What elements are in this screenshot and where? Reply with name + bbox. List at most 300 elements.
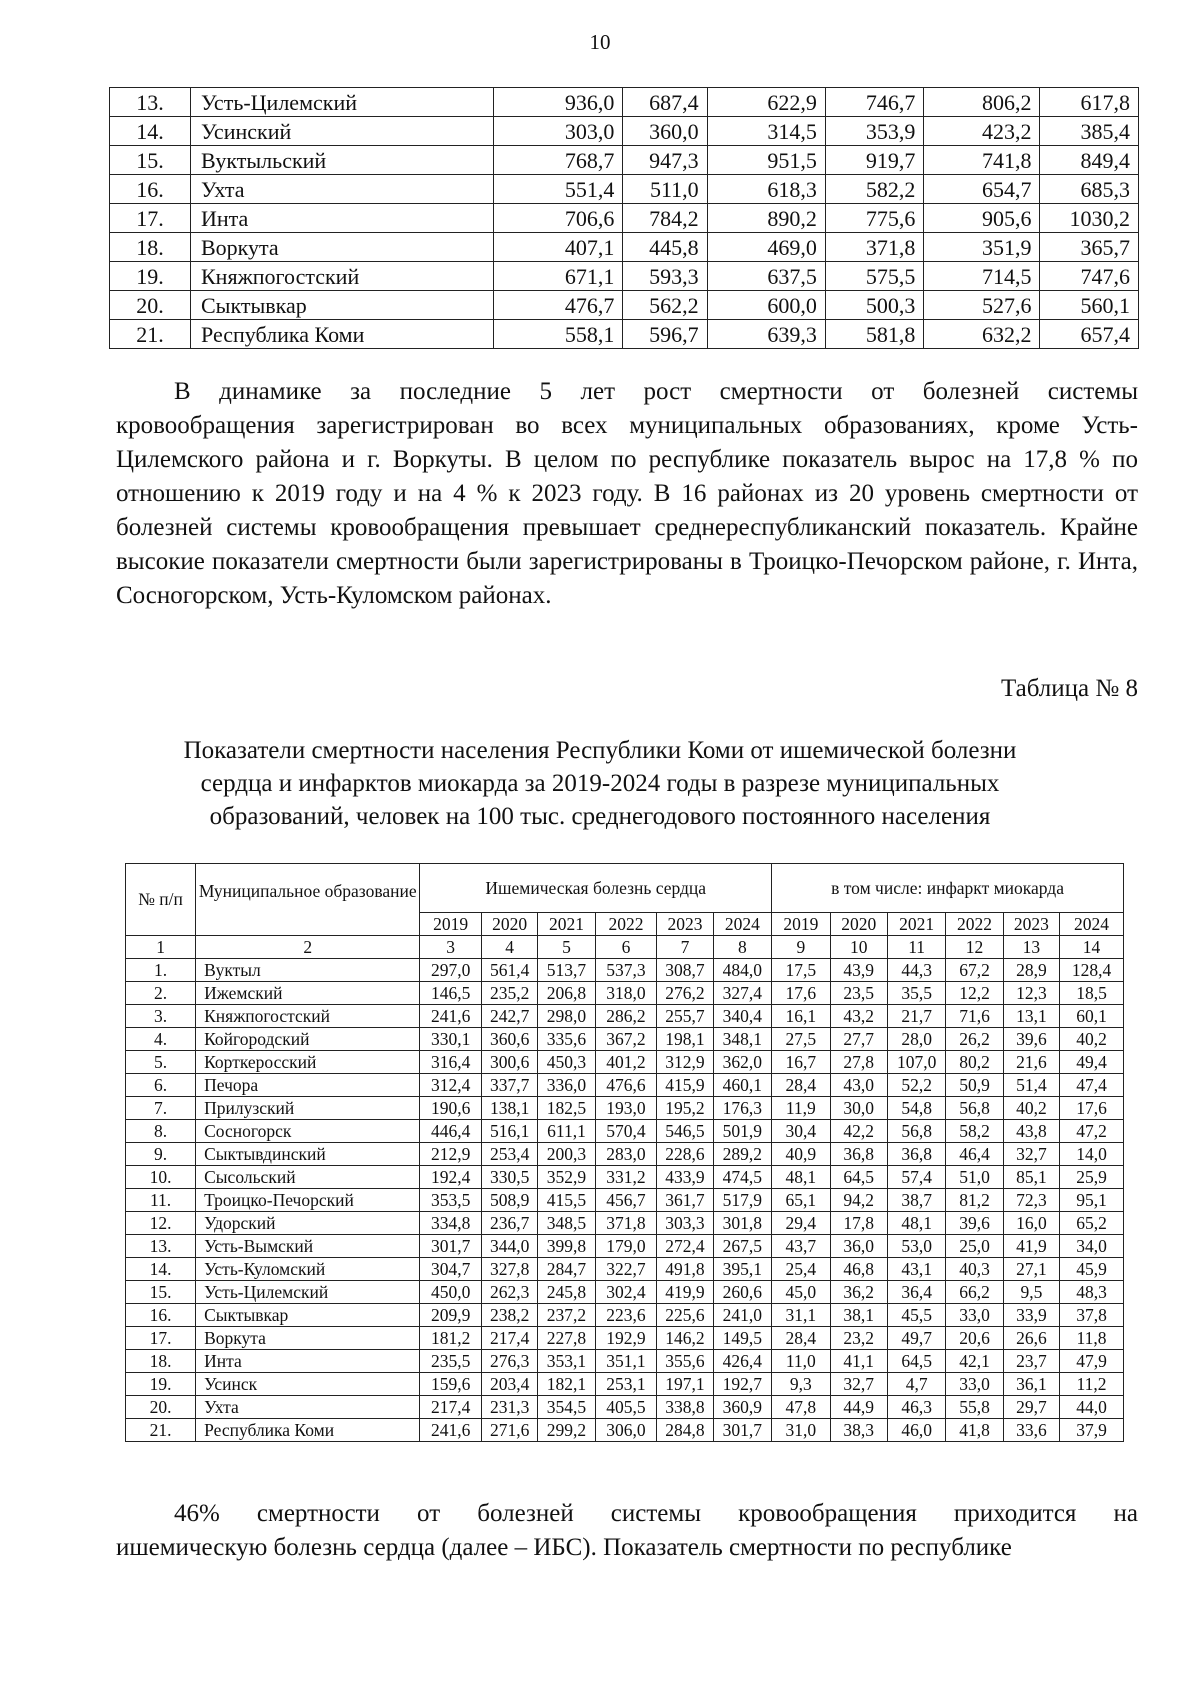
value-cell: 905,6 xyxy=(924,204,1040,233)
value-cell: 306,0 xyxy=(595,1419,657,1442)
value-cell: 37,8 xyxy=(1060,1304,1124,1327)
table-row xyxy=(126,1235,1124,1258)
value-cell: 272,4 xyxy=(657,1235,713,1258)
municipality-name: Усинск xyxy=(196,1373,420,1396)
value-cell: 484,0 xyxy=(713,959,772,982)
value-cell: 450,3 xyxy=(538,1051,595,1074)
value-cell: 513,7 xyxy=(538,959,595,982)
value-cell: 276,3 xyxy=(481,1350,537,1373)
row-number: 15. xyxy=(126,1281,196,1304)
header-column-number: 3 xyxy=(420,936,482,959)
value-cell: 38,1 xyxy=(830,1304,887,1327)
value-cell: 217,4 xyxy=(420,1396,482,1419)
value-cell: 192,9 xyxy=(595,1327,657,1350)
value-cell: 81,2 xyxy=(946,1189,1003,1212)
value-cell: 657,4 xyxy=(1040,320,1139,349)
table-row xyxy=(126,1074,1124,1097)
value-cell: 685,3 xyxy=(1040,175,1139,204)
value-cell: 312,4 xyxy=(420,1074,482,1097)
value-cell: 23,7 xyxy=(1003,1350,1059,1373)
value-cell: 516,1 xyxy=(481,1120,537,1143)
value-cell: 415,9 xyxy=(657,1074,713,1097)
value-cell: 476,6 xyxy=(595,1074,657,1097)
value-cell: 195,2 xyxy=(657,1097,713,1120)
value-cell: 45,9 xyxy=(1060,1258,1124,1281)
value-cell: 283,0 xyxy=(595,1143,657,1166)
value-cell: 40,2 xyxy=(1060,1028,1124,1051)
value-cell: 951,5 xyxy=(707,146,825,175)
value-cell: 43,8 xyxy=(1003,1120,1059,1143)
value-cell: 25,4 xyxy=(772,1258,830,1281)
paragraph-ihd-share xyxy=(116,1497,1138,1565)
municipality-name: Троицко-Печорский xyxy=(196,1189,420,1212)
table-row xyxy=(110,117,1139,146)
value-cell: 360,6 xyxy=(481,1028,537,1051)
value-cell: 415,5 xyxy=(538,1189,595,1212)
value-cell: 23,2 xyxy=(830,1327,887,1350)
value-cell: 508,9 xyxy=(481,1189,537,1212)
value-cell: 36,8 xyxy=(830,1143,887,1166)
value-cell: 775,6 xyxy=(825,204,924,233)
value-cell: 348,1 xyxy=(713,1028,772,1051)
value-cell: 365,7 xyxy=(1040,233,1139,262)
paragraph-dynamics-first-line: В динамике за последние 5 лет рост смертности от болезней системы xyxy=(174,378,1138,405)
header-year: 2019 xyxy=(420,913,482,936)
value-cell: 50,9 xyxy=(946,1074,1003,1097)
value-cell: 48,1 xyxy=(887,1212,945,1235)
paragraph-dynamics xyxy=(116,375,1138,613)
value-cell: 57,4 xyxy=(887,1166,945,1189)
value-cell: 228,6 xyxy=(657,1143,713,1166)
value-cell: 192,4 xyxy=(420,1166,482,1189)
value-cell: 47,9 xyxy=(1060,1350,1124,1373)
value-cell: 223,6 xyxy=(595,1304,657,1327)
value-cell: 64,5 xyxy=(887,1350,945,1373)
value-cell: 45,5 xyxy=(887,1304,945,1327)
value-cell: 936,0 xyxy=(494,88,623,117)
value-cell: 806,2 xyxy=(924,88,1040,117)
value-cell: 340,4 xyxy=(713,1005,772,1028)
row-number: 15. xyxy=(110,146,191,175)
value-cell: 203,4 xyxy=(481,1373,537,1396)
value-cell: 303,0 xyxy=(494,117,623,146)
value-cell: 72,3 xyxy=(1003,1189,1059,1212)
value-cell: 308,7 xyxy=(657,959,713,982)
value-cell: 47,8 xyxy=(772,1396,830,1419)
value-cell: 284,7 xyxy=(538,1258,595,1281)
value-cell: 217,4 xyxy=(481,1327,537,1350)
value-cell: 29,4 xyxy=(772,1212,830,1235)
value-cell: 85,1 xyxy=(1003,1166,1059,1189)
municipality-name: Прилузский xyxy=(196,1097,420,1120)
header-municipality: Муниципальное образование xyxy=(196,864,420,936)
value-cell: 351,1 xyxy=(595,1350,657,1373)
value-cell: 235,2 xyxy=(481,982,537,1005)
value-cell: 46,0 xyxy=(887,1419,945,1442)
value-cell: 17,6 xyxy=(772,982,830,1005)
value-cell: 947,3 xyxy=(623,146,707,175)
value-cell: 562,2 xyxy=(623,291,707,320)
value-cell: 741,8 xyxy=(924,146,1040,175)
table-row xyxy=(110,233,1139,262)
table-row xyxy=(126,1005,1124,1028)
header-year: 2023 xyxy=(1003,913,1059,936)
value-cell: 190,6 xyxy=(420,1097,482,1120)
value-cell: 714,5 xyxy=(924,262,1040,291)
table-caption-line: образований, человек на 100 тыс. среднегодового постоянного населения xyxy=(209,803,991,830)
value-cell: 53,0 xyxy=(887,1235,945,1258)
value-cell: 27,8 xyxy=(830,1051,887,1074)
value-cell: 581,8 xyxy=(825,320,924,349)
row-number: 11. xyxy=(126,1189,196,1212)
value-cell: 49,7 xyxy=(887,1327,945,1350)
value-cell: 32,7 xyxy=(830,1373,887,1396)
value-cell: 637,5 xyxy=(707,262,825,291)
value-cell: 302,4 xyxy=(595,1281,657,1304)
value-cell: 241,0 xyxy=(713,1304,772,1327)
value-cell: 26,2 xyxy=(946,1028,1003,1051)
value-cell: 38,7 xyxy=(887,1189,945,1212)
value-cell: 58,2 xyxy=(946,1120,1003,1143)
value-cell: 80,2 xyxy=(946,1051,1003,1074)
value-cell: 227,8 xyxy=(538,1327,595,1350)
row-number: 4. xyxy=(126,1028,196,1051)
table-caption-line: Показатели смертности населения Республики Коми от ишемической болезни xyxy=(183,737,1017,764)
value-cell: 348,5 xyxy=(538,1212,595,1235)
value-cell: 335,6 xyxy=(538,1028,595,1051)
table-row xyxy=(110,146,1139,175)
value-cell: 31,0 xyxy=(772,1419,830,1442)
value-cell: 31,1 xyxy=(772,1304,830,1327)
table-row xyxy=(126,1419,1124,1442)
value-cell: 316,4 xyxy=(420,1051,482,1074)
value-cell: 206,8 xyxy=(538,982,595,1005)
value-cell: 181,2 xyxy=(420,1327,482,1350)
value-cell: 570,4 xyxy=(595,1120,657,1143)
table-row xyxy=(126,1350,1124,1373)
table-row xyxy=(110,204,1139,233)
value-cell: 919,7 xyxy=(825,146,924,175)
value-cell: 38,3 xyxy=(830,1419,887,1442)
value-cell: 37,9 xyxy=(1060,1419,1124,1442)
row-number: 6. xyxy=(126,1074,196,1097)
value-cell: 67,2 xyxy=(946,959,1003,982)
municipality-name: Ухта xyxy=(196,1396,420,1419)
value-cell: 20,6 xyxy=(946,1327,1003,1350)
value-cell: 40,9 xyxy=(772,1143,830,1166)
value-cell: 687,4 xyxy=(623,88,707,117)
municipality-name: Усть-Цилемский xyxy=(191,88,494,117)
value-cell: 65,1 xyxy=(772,1189,830,1212)
value-cell: 593,3 xyxy=(623,262,707,291)
header-year: 2023 xyxy=(657,913,713,936)
value-cell: 11,9 xyxy=(772,1097,830,1120)
header-column-number: 10 xyxy=(830,936,887,959)
table-row xyxy=(126,982,1124,1005)
value-cell: 353,9 xyxy=(825,117,924,146)
value-cell: 314,5 xyxy=(707,117,825,146)
value-cell: 849,4 xyxy=(1040,146,1139,175)
value-cell: 225,6 xyxy=(657,1304,713,1327)
value-cell: 360,0 xyxy=(623,117,707,146)
value-cell: 95,1 xyxy=(1060,1189,1124,1212)
value-cell: 25,9 xyxy=(1060,1166,1124,1189)
row-number: 9. xyxy=(126,1143,196,1166)
value-cell: 36,4 xyxy=(887,1281,945,1304)
table-row xyxy=(110,175,1139,204)
value-cell: 41,9 xyxy=(1003,1235,1059,1258)
value-cell: 12,2 xyxy=(946,982,1003,1005)
municipality-name: Усть-Вымский xyxy=(196,1235,420,1258)
value-cell: 11,2 xyxy=(1060,1373,1124,1396)
municipality-name: Усть-Цилемский xyxy=(196,1281,420,1304)
value-cell: 289,2 xyxy=(713,1143,772,1166)
row-number: 17. xyxy=(126,1327,196,1350)
value-cell: 654,7 xyxy=(924,175,1040,204)
value-cell: 200,3 xyxy=(538,1143,595,1166)
value-cell: 43,9 xyxy=(830,959,887,982)
value-cell: 253,1 xyxy=(595,1373,657,1396)
row-number: 14. xyxy=(110,117,191,146)
value-cell: 301,7 xyxy=(713,1419,772,1442)
value-cell: 445,8 xyxy=(623,233,707,262)
value-cell: 617,8 xyxy=(1040,88,1139,117)
value-cell: 344,0 xyxy=(481,1235,537,1258)
value-cell: 30,0 xyxy=(830,1097,887,1120)
header-column-number: 4 xyxy=(481,936,537,959)
value-cell: 65,2 xyxy=(1060,1212,1124,1235)
value-cell: 9,3 xyxy=(772,1373,830,1396)
value-cell: 460,1 xyxy=(713,1074,772,1097)
row-number: 3. xyxy=(126,1005,196,1028)
value-cell: 48,3 xyxy=(1060,1281,1124,1304)
value-cell: 14,0 xyxy=(1060,1143,1124,1166)
value-cell: 39,6 xyxy=(1003,1028,1059,1051)
table-row xyxy=(126,1120,1124,1143)
value-cell: 66,2 xyxy=(946,1281,1003,1304)
header-year: 2022 xyxy=(946,913,1003,936)
value-cell: 354,5 xyxy=(538,1396,595,1419)
table-caption-line: сердца и инфарктов миокарда за 2019-2024 годы в разрезе муниципальных xyxy=(200,770,1000,797)
row-number: 13. xyxy=(110,88,191,117)
paragraph-dynamics-body: кровообращения зарегистрирован во всех муниципальных образованиях, кроме Усть-Цилемского района и г. Воркуты. В целом по республике показатель вырос на 17,8 % по отношению к 2019 году и на 4 % к 2023 году. В 16 районах из 20 уровень смертности от болезней системы кровообращения превышает среднереспубликанский показатель. Крайне высокие показатели смертности были зарегистрированы в Троицко-Печорском районе, г. Инта, Сосногорском, Усть-Куломском районах. xyxy=(116,412,1138,609)
row-number: 18. xyxy=(126,1350,196,1373)
value-cell: 16,1 xyxy=(772,1005,830,1028)
value-cell: 622,9 xyxy=(707,88,825,117)
header-column-number: 8 xyxy=(713,936,772,959)
value-cell: 367,2 xyxy=(595,1028,657,1051)
value-cell: 262,3 xyxy=(481,1281,537,1304)
value-cell: 48,1 xyxy=(772,1166,830,1189)
header-column-number: 14 xyxy=(1060,936,1124,959)
row-number: 18. xyxy=(110,233,191,262)
value-cell: 286,2 xyxy=(595,1005,657,1028)
value-cell: 146,5 xyxy=(420,982,482,1005)
value-cell: 26,6 xyxy=(1003,1327,1059,1350)
value-cell: 245,8 xyxy=(538,1281,595,1304)
row-number: 7. xyxy=(126,1097,196,1120)
value-cell: 450,0 xyxy=(420,1281,482,1304)
table-row xyxy=(110,88,1139,117)
value-cell: 42,1 xyxy=(946,1350,1003,1373)
value-cell: 25,0 xyxy=(946,1235,1003,1258)
row-number: 1. xyxy=(126,959,196,982)
table-row xyxy=(126,1327,1124,1350)
value-cell: 33,9 xyxy=(1003,1304,1059,1327)
value-cell: 632,2 xyxy=(924,320,1040,349)
value-cell: 36,1 xyxy=(1003,1373,1059,1396)
value-cell: 331,2 xyxy=(595,1166,657,1189)
header-column-number: 13 xyxy=(1003,936,1059,959)
value-cell: 56,8 xyxy=(887,1120,945,1143)
value-cell: 47,4 xyxy=(1060,1074,1124,1097)
value-cell: 40,2 xyxy=(1003,1097,1059,1120)
header-year: 2020 xyxy=(830,913,887,936)
value-cell: 747,6 xyxy=(1040,262,1139,291)
value-cell: 491,8 xyxy=(657,1258,713,1281)
value-cell: 236,7 xyxy=(481,1212,537,1235)
value-cell: 32,7 xyxy=(1003,1143,1059,1166)
value-cell: 300,6 xyxy=(481,1051,537,1074)
row-number: 21. xyxy=(126,1419,196,1442)
value-cell: 39,6 xyxy=(946,1212,1003,1235)
value-cell: 338,8 xyxy=(657,1396,713,1419)
row-number: 12. xyxy=(126,1212,196,1235)
value-cell: 9,5 xyxy=(1003,1281,1059,1304)
municipality-name: Инта xyxy=(191,204,494,233)
value-cell: 43,0 xyxy=(830,1074,887,1097)
value-cell: 446,4 xyxy=(420,1120,482,1143)
value-cell: 49,4 xyxy=(1060,1051,1124,1074)
header-column-number: 2 xyxy=(196,936,420,959)
value-cell: 41,1 xyxy=(830,1350,887,1373)
value-cell: 304,7 xyxy=(420,1258,482,1281)
header-year: 2020 xyxy=(481,913,537,936)
header-num: № п/п xyxy=(126,864,196,936)
value-cell: 241,6 xyxy=(420,1005,482,1028)
value-cell: 12,3 xyxy=(1003,982,1059,1005)
value-cell: 353,5 xyxy=(420,1189,482,1212)
value-cell: 395,1 xyxy=(713,1258,772,1281)
value-cell: 423,2 xyxy=(924,117,1040,146)
value-cell: 327,4 xyxy=(713,982,772,1005)
page-number: 10 xyxy=(589,30,611,54)
row-number: 17. xyxy=(110,204,191,233)
table-row xyxy=(126,1258,1124,1281)
value-cell: 237,2 xyxy=(538,1304,595,1327)
value-cell: 21,7 xyxy=(887,1005,945,1028)
value-cell: 890,2 xyxy=(707,204,825,233)
municipality-name: Сыктывдинский xyxy=(196,1143,420,1166)
value-cell: 231,3 xyxy=(481,1396,537,1419)
value-cell: 44,3 xyxy=(887,959,945,982)
value-cell: 46,8 xyxy=(830,1258,887,1281)
paragraph-ihd-share-first-line: 46% смертности от болезней системы кровообращения приходится на xyxy=(174,1500,1138,1527)
header-year: 2021 xyxy=(538,913,595,936)
value-cell: 303,3 xyxy=(657,1212,713,1235)
value-cell: 618,3 xyxy=(707,175,825,204)
municipality-name: Вуктыльский xyxy=(191,146,494,175)
value-cell: 253,4 xyxy=(481,1143,537,1166)
table-row xyxy=(126,1304,1124,1327)
value-cell: 276,2 xyxy=(657,982,713,1005)
value-cell: 301,8 xyxy=(713,1212,772,1235)
row-number: 10. xyxy=(126,1166,196,1189)
row-number: 20. xyxy=(110,291,191,320)
value-cell: 298,0 xyxy=(538,1005,595,1028)
value-cell: 52,2 xyxy=(887,1074,945,1097)
value-cell: 360,9 xyxy=(713,1396,772,1419)
header-column-number: 11 xyxy=(887,936,945,959)
header-column-number: 12 xyxy=(946,936,1003,959)
value-cell: 334,8 xyxy=(420,1212,482,1235)
municipality-name: Корткеросский xyxy=(196,1051,420,1074)
value-cell: 192,7 xyxy=(713,1373,772,1396)
municipality-name: Воркута xyxy=(196,1327,420,1350)
value-cell: 17,6 xyxy=(1060,1097,1124,1120)
municipality-name: Воркута xyxy=(191,233,494,262)
table-row xyxy=(126,1373,1124,1396)
value-cell: 107,0 xyxy=(887,1051,945,1074)
value-cell: 299,2 xyxy=(538,1419,595,1442)
value-cell: 51,4 xyxy=(1003,1074,1059,1097)
value-cell: 197,1 xyxy=(657,1373,713,1396)
value-cell: 284,8 xyxy=(657,1419,713,1442)
value-cell: 255,7 xyxy=(657,1005,713,1028)
value-cell: 30,4 xyxy=(772,1120,830,1143)
header-infarction-group: в том числе: инфаркт миокарда xyxy=(772,864,1124,913)
value-cell: 297,0 xyxy=(420,959,482,982)
ihd-mortality-table xyxy=(125,863,1124,1442)
value-cell: 43,2 xyxy=(830,1005,887,1028)
row-number: 14. xyxy=(126,1258,196,1281)
value-cell: 17,5 xyxy=(772,959,830,982)
row-number: 2. xyxy=(126,982,196,1005)
value-cell: 537,3 xyxy=(595,959,657,982)
value-cell: 352,9 xyxy=(538,1166,595,1189)
table-row xyxy=(126,1028,1124,1051)
value-cell: 44,0 xyxy=(1060,1396,1124,1419)
value-cell: 23,5 xyxy=(830,982,887,1005)
value-cell: 35,5 xyxy=(887,982,945,1005)
value-cell: 768,7 xyxy=(494,146,623,175)
value-cell: 426,4 xyxy=(713,1350,772,1373)
value-cell: 28,9 xyxy=(1003,959,1059,982)
table-row xyxy=(126,1212,1124,1235)
table-row xyxy=(126,1143,1124,1166)
table-row xyxy=(126,1281,1124,1304)
value-cell: 36,8 xyxy=(887,1143,945,1166)
value-cell: 71,6 xyxy=(946,1005,1003,1028)
value-cell: 560,1 xyxy=(1040,291,1139,320)
table-row xyxy=(110,262,1139,291)
value-cell: 312,9 xyxy=(657,1051,713,1074)
municipality-name: Вуктыл xyxy=(196,959,420,982)
value-cell: 36,2 xyxy=(830,1281,887,1304)
value-cell: 419,9 xyxy=(657,1281,713,1304)
header-year: 2024 xyxy=(713,913,772,936)
row-number: 21. xyxy=(110,320,191,349)
row-number: 19. xyxy=(126,1373,196,1396)
value-cell: 146,2 xyxy=(657,1327,713,1350)
value-cell: 33,6 xyxy=(1003,1419,1059,1442)
table-row xyxy=(126,1051,1124,1074)
paragraph-ihd-share-body: ишемическую болезнь сердца (далее – ИБС). Показатель смертности по республике xyxy=(116,1534,1012,1561)
value-cell: 517,9 xyxy=(713,1189,772,1212)
header-year: 2021 xyxy=(887,913,945,936)
value-cell: 501,9 xyxy=(713,1120,772,1143)
value-cell: 327,8 xyxy=(481,1258,537,1281)
